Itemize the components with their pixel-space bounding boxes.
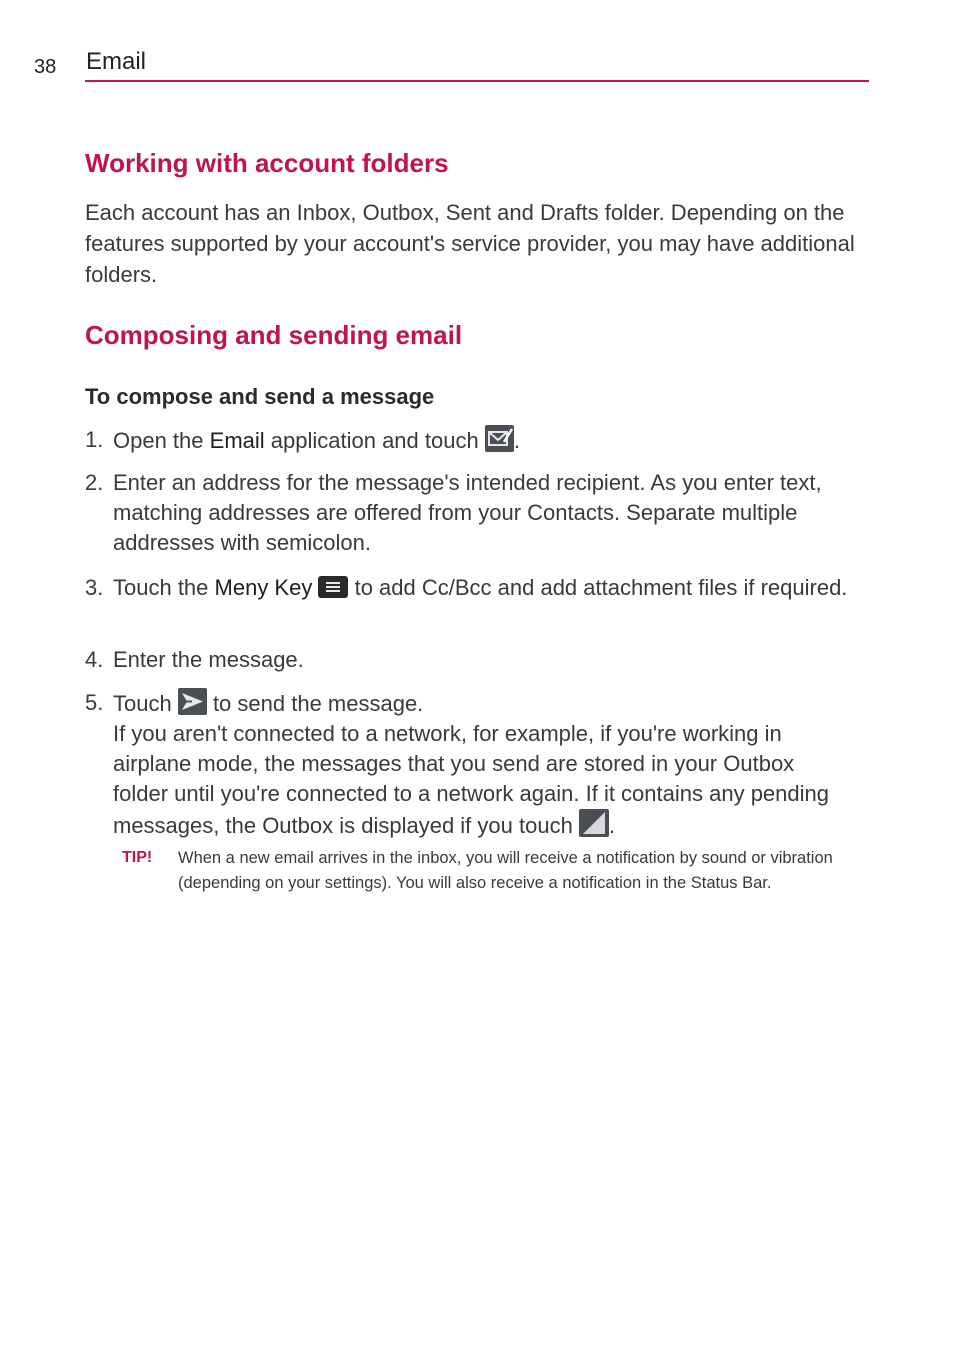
page-number: 38 (34, 56, 57, 78)
menu-icon (318, 576, 348, 598)
email-app-name: Email (209, 428, 265, 453)
step-text: . (513, 428, 520, 453)
send-icon (178, 688, 207, 715)
step-3 (85, 573, 855, 603)
step-text: Enter the message. (113, 647, 304, 672)
heading-composing: Composing and sending email (85, 320, 463, 350)
step-text: Enter an address for the message's intended recipient. As you enter text, matching addresses are offered from your Contacts. Separate multiple addresses with semicolon. (113, 470, 822, 555)
step-text: application and touch (264, 428, 485, 453)
step-text: If you aren't connected to a network, for example, if you're working in airplane mode, the messages that you send are stored in your Outbox folder until you're connected to a network again. If it contains any pending messages, the Outbox is displayed if you touch (113, 721, 829, 838)
step-1 (85, 425, 855, 456)
step-text: Touch the (113, 575, 215, 600)
step-4 (85, 645, 855, 675)
step-text: . (608, 813, 616, 838)
outbox-icon (579, 809, 609, 837)
tip-label: TIP! (122, 849, 153, 866)
step-text: to add Cc/Bcc and add attachment files if required. (348, 575, 848, 600)
heading-account-folders: Working with account folders (85, 148, 449, 178)
step-2 (85, 468, 855, 558)
section-header: Email (86, 48, 147, 75)
step-number: 4. (85, 647, 104, 672)
step-text: Open the (113, 428, 210, 453)
compose-icon (485, 425, 514, 452)
tip-text: When a new email arrives in the inbox, you will receive a notification by sound or vibration (depending on your settings). You will also receive a notification in the Status Bar. (178, 849, 833, 892)
step-text: Touch (113, 691, 178, 716)
header-divider (85, 80, 869, 82)
subheading-compose-message: To compose and send a message (85, 384, 435, 409)
step-text: to send the message. (206, 691, 424, 716)
step-number: 2. (85, 470, 104, 495)
paragraph-account-folders: Each account has an Inbox, Outbox, Sent and Drafts folder. Depending on the features supported by your account's service provider, you may have additional folders. (85, 200, 855, 287)
step-number: 5. (85, 690, 104, 715)
step-number: 1. (85, 427, 104, 452)
step-5 (85, 688, 855, 841)
step-number: 3. (85, 575, 104, 600)
menu-key-name: Meny Key (214, 575, 313, 600)
